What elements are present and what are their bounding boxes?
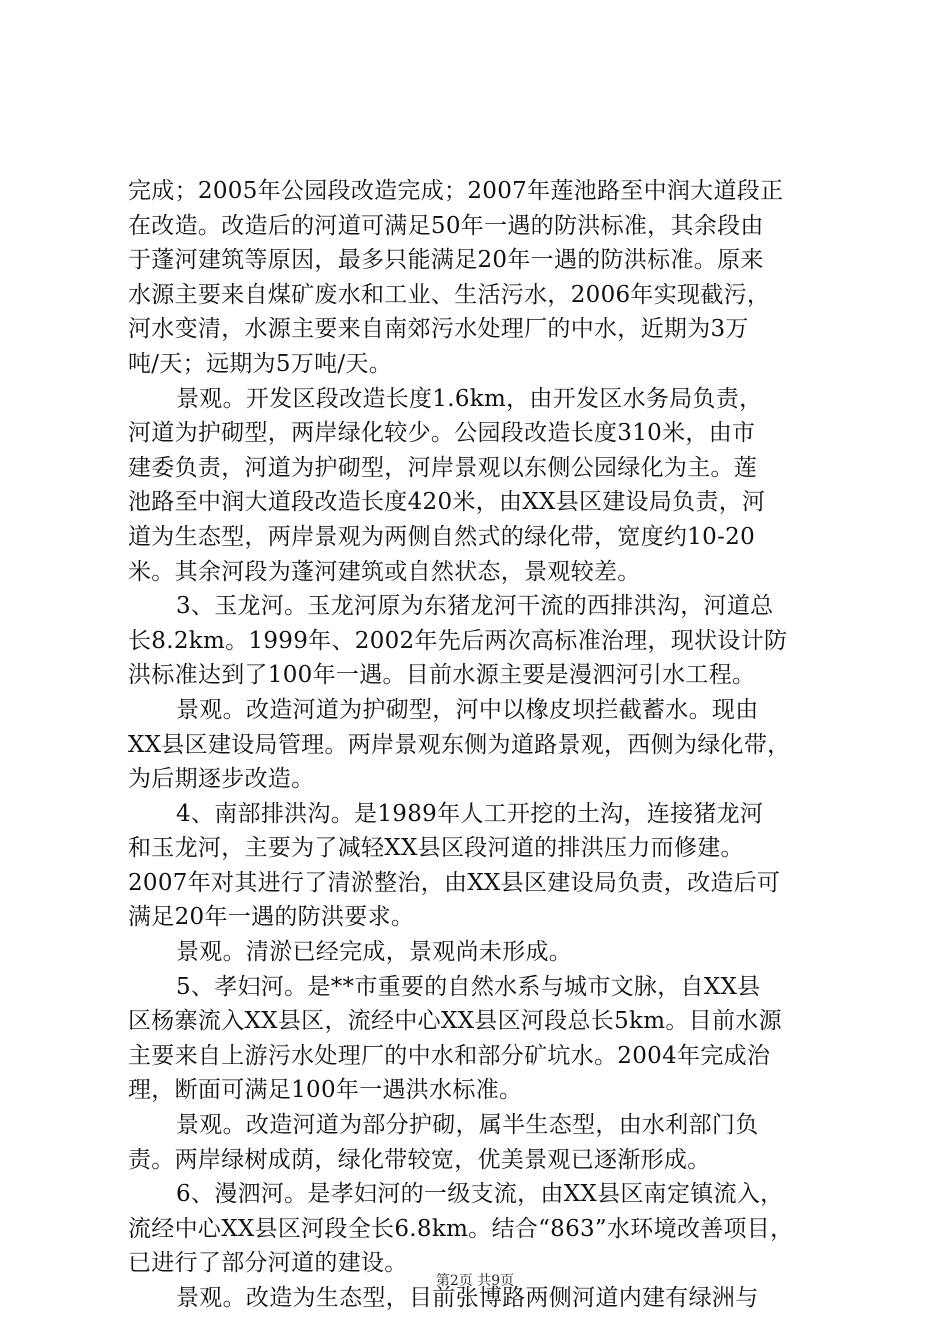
text-line: 5、孝妇河。是**市重要的自然水系与城市文脉，自XX县 <box>176 973 761 1000</box>
text-line: 理，断面可满足100年一遇洪水标准。 <box>128 1077 523 1104</box>
text-line: 6、漫泗河。是孝妇河的一级支流，由XX县区南定镇流入， <box>176 1181 784 1208</box>
text-line: 河水变清，水源主要来自南郊污水处理厂的中水，近期为3万 <box>128 316 749 343</box>
text-line: 建委负责，河道为护砌型，河岸景观以东侧公园绿化为主。莲 <box>128 454 758 481</box>
text-line: 池路至中润大道段改造长度420米，由XX县区建设局负责，河 <box>128 489 766 516</box>
document-body <box>128 174 833 1316</box>
text-line: 景观。改造为生态型，目前张博路两侧河道内建有绿洲与 <box>176 1285 759 1311</box>
text-line: 已进行了部分河道的建设。 <box>128 1250 408 1277</box>
text-line: 长8.2km。1999年、2002年先后两次高标准治理，现状设计防 <box>128 627 788 654</box>
text-line: 于蓬河建筑等原因，最多只能满足20年一遇的防洪标准。原来 <box>128 247 764 274</box>
text-line: 为后期逐步改造。 <box>128 766 315 793</box>
text-line: 和玉龙河，主要为了减轻XX县区段河道的排洪压力而修建。 <box>128 835 744 862</box>
text-line: 景观。开发区段改造长度1.6km，由开发区水务局负责， <box>176 385 763 412</box>
text-line: 责。两岸绿树成荫，绿化带较宽，优美景观已逐渐形成。 <box>128 1146 711 1173</box>
text-line: 河道为护砌型，两岸绿化较少。公园段改造长度310米，由市 <box>128 420 756 447</box>
text-line: 吨/天；远期为5万吨/天。 <box>128 350 393 377</box>
text-line: 3、玉龙河。玉龙河原为东猪龙河干流的西排洪沟，河道总 <box>176 593 774 620</box>
text-line: 流经中心XX县区河段全长6.8km。结合“863”水环境改善项目， <box>128 1215 794 1242</box>
text-line: 景观。清淤已经完成，景观尚未形成。 <box>176 939 573 966</box>
page-number-footer: 第2页 共9页 <box>435 1273 515 1289</box>
text-line: 区杨寨流入XX县区，流经中心XX县区河段总长5km。目前水源 <box>128 1008 782 1035</box>
text-line: 洪标准达到了100年一遇。目前水源主要是漫泗河引水工程。 <box>128 662 756 689</box>
text-line: XX县区建设局管理。两岸景观东侧为道路景观，西侧为绿化带， <box>128 731 791 758</box>
text-line: 景观。改造河道为部分护砌，属半生态型，由水利部门负 <box>176 1112 759 1139</box>
text-line: 景观。改造河道为护砌型，河中以橡皮坝拦截蓄水。现由 <box>176 696 759 723</box>
text-line: 米。其余河段为蓬河建筑或自然状态，景观较差。 <box>128 558 641 585</box>
text-line: 满足20年一遇的防洪要求。 <box>128 904 415 931</box>
text-line: 水源主要来自煤矿废水和工业、生活污水，2006年实现截污， <box>128 281 771 308</box>
text-line: 完成；2005年公园段改造完成；2007年莲池路至中润大道段正 <box>128 178 784 204</box>
text-line: 2007年对其进行了清淤整治，由XX县区建设局负责，改造后可 <box>128 869 781 896</box>
text-line: 在改造。改造后的河道可满足50年一遇的防洪标准，其余段由 <box>128 212 764 239</box>
text-line: 道为生态型，两岸景观为两侧自然式的绿化带，宽度约10-20 <box>128 523 756 550</box>
text-line: 4、南部排洪沟。是1989年人工开挖的土沟，连接猪龙河 <box>176 800 764 827</box>
text-line: 主要来自上游污水处理厂的中水和部分矿坑水。2004年完成治 <box>128 1042 771 1069</box>
